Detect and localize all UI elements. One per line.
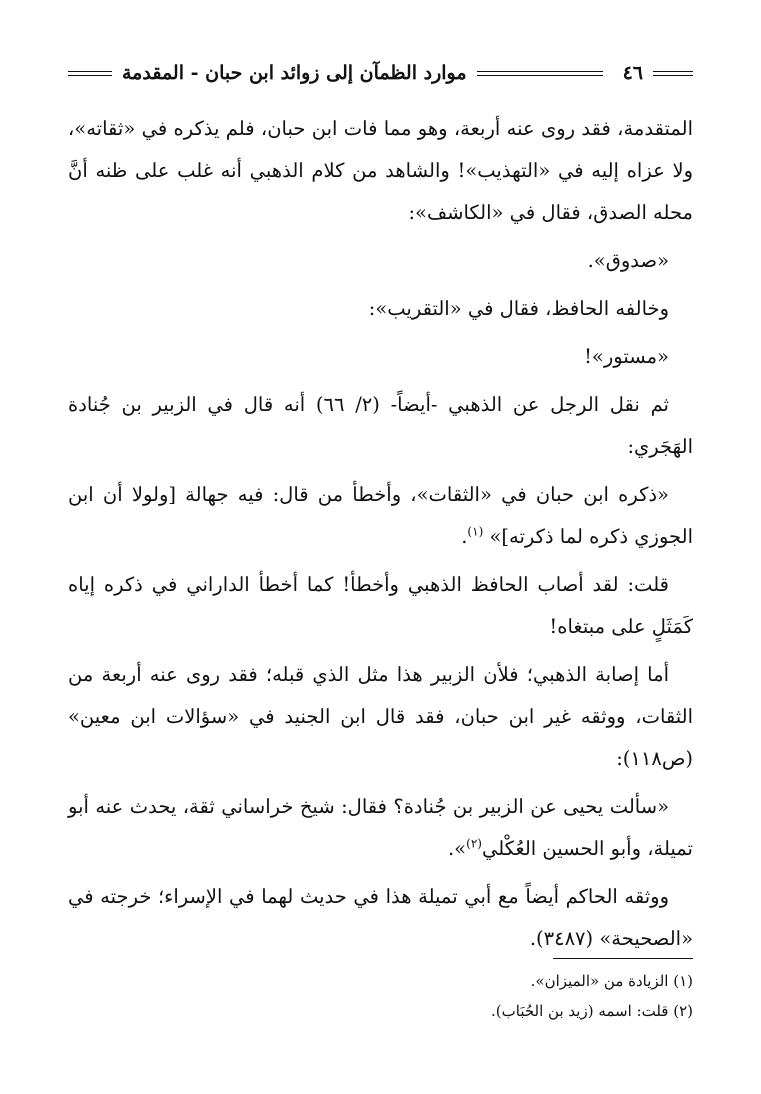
page-number: ٤٦ <box>622 62 643 84</box>
paragraph-3 <box>68 288 693 330</box>
header-rule-middle <box>477 71 603 76</box>
paragraph-text: ثم نقل الرجل عن الذهبي -أيضاً- (٢/ ٦٦) أنه قال في الزبير بن جُنادة الهَجَري: <box>68 393 693 458</box>
paragraph-text: قلت: لقد أصاب الحافظ الذهبي وأخطأ! كما أخطأ الداراني في ذكره إياه كَمَثَلٍ على مبتغاه! <box>68 573 693 638</box>
paragraph-text: أما إصابة الذهبي؛ فلأن الزبير هذا مثل الذي قبله؛ فقد روى عنه أربعة من الثقات، ووثقه غير ابن حبان، فقد قال ابن الجنيد في «سؤالات ابن معين» (ص١١٨): <box>68 663 693 770</box>
paragraph-text: وخالفه الحافظ، فقال في «التقريب»: <box>368 297 669 320</box>
paragraph-4 <box>68 336 693 378</box>
paragraph-10 <box>68 876 693 960</box>
header-rule-left <box>68 71 112 76</box>
footnote-separator <box>553 958 693 959</box>
footnote-2: (٢) قلت: اسمه (زيد بن الحُبَاب). <box>491 1002 693 1020</box>
paragraph-text: «صدوق». <box>587 249 669 272</box>
footnote-ref-2: (٢) <box>466 836 482 851</box>
footnotes <box>68 966 693 1026</box>
header-rule-right <box>653 71 693 76</box>
paragraph-text: المتقدمة، فقد روى عنه أربعة، وهو مما فات ابن حبان، فلم يذكره في «ثقاته»، ولا عزاه إليه في «التهذيب»! والشاهد من كلام الذهبي أنه غلب على ظنه أنَّ محله الصدق، فقال في «الكاشف»: <box>68 117 693 224</box>
footnote-ref-1: (١) <box>467 524 484 539</box>
paragraph-1 <box>68 108 693 234</box>
paragraph-6 <box>68 474 693 558</box>
running-header <box>68 56 693 90</box>
paragraph-text: «مستور»! <box>584 345 669 368</box>
paragraph-text: ووثقه الحاكم أيضاً مع أبي تميلة هذا في حديث لهما في الإسراء؛ خرجته في «الصحيحة» (٣٤٨٧). <box>68 885 693 950</box>
paragraph-8 <box>68 654 693 780</box>
paragraph-9 <box>68 786 693 870</box>
paragraph-5 <box>68 384 693 468</box>
paragraph-2 <box>68 240 693 282</box>
paragraph-tail: . <box>461 525 468 548</box>
paragraph-text: «سألت يحيى عن الزبير بن جُنادة؟ فقال: شيخ خراساني ثقة، يحدث عنه أبو تميلة، وأبو الحسين العُكْلي <box>68 795 693 860</box>
main-text <box>68 108 693 966</box>
paragraph-7 <box>68 564 693 648</box>
footnote-1: (١) الزيادة من «الميزان». <box>530 972 693 990</box>
book-title: موارد الظمآن إلى زوائد ابن حبان - المقدمة <box>122 62 467 84</box>
paragraph-tail: ». <box>447 837 467 860</box>
paragraph-text: «ذكره ابن حبان في «الثقات»، وأخطأ من قال: فيه جهالة [ولولا أن ابن الجوزي ذكره لما ذكرته]» <box>68 483 693 548</box>
